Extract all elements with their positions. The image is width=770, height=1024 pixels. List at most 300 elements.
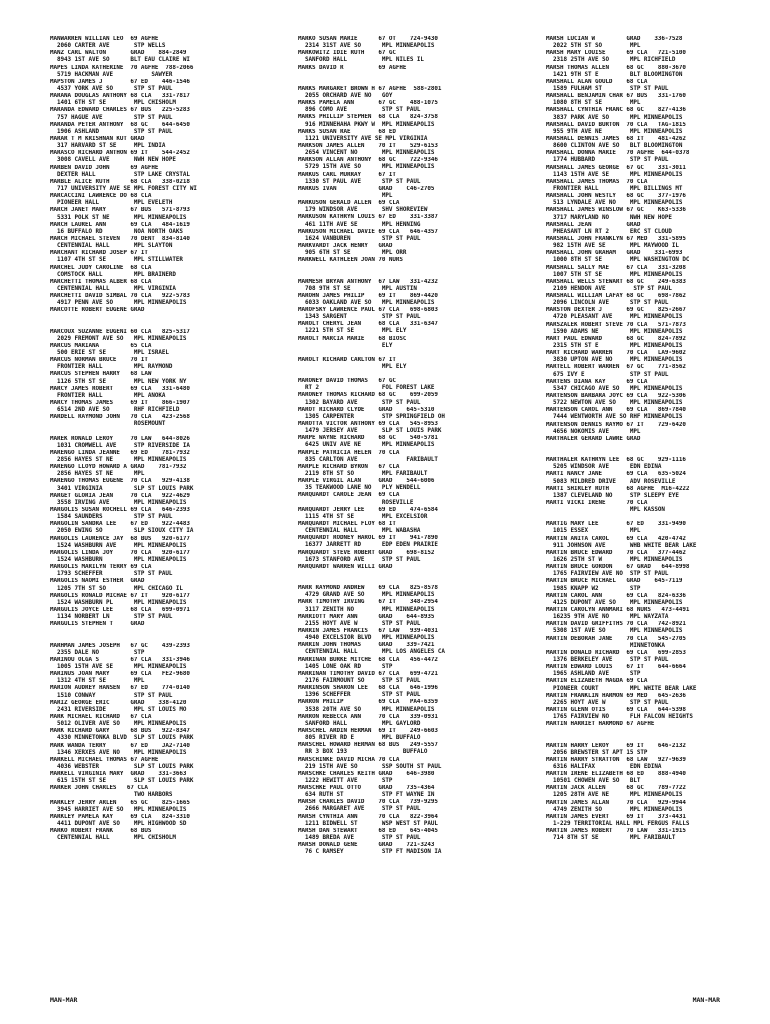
entry-address-line: 1343 SARGENT STP ST PAUL — [298, 314, 421, 321]
directory-column-right — [546, 36, 770, 842]
directory-entry — [298, 435, 536, 449]
directory-entry — [298, 100, 536, 114]
entry-address-line: CENTENNIAL HALL MPL LOS ANGELES CA — [298, 649, 445, 656]
entry-address-line: PHEASANT LN RT 2 ERC ST CLOUD — [546, 228, 672, 235]
directory-entry — [50, 93, 288, 107]
directory-entry — [546, 107, 770, 121]
directory-entry — [50, 36, 288, 50]
entry-address-line: 4917 PENN AVE SO MPL MINNEAPOLIS — [50, 300, 187, 307]
entry-address-line: 2055 ORCHARD AVE NO GOY — [298, 92, 393, 99]
entry-spacer — [298, 350, 536, 357]
entry-name-line: MARKO ROBERT FRANK 68 BUS — [50, 828, 152, 835]
entry-name-line: MARCH MICHAEL STEVEN 70 DENT 834-8140 — [50, 235, 190, 242]
entry-name-line: MARAR T M KRISHNAN KUT GRAD — [50, 135, 145, 142]
directory-entry — [546, 721, 770, 735]
directory-entry — [50, 265, 288, 279]
entry-address-line: 1376 BERKELEY AVE STP ST PAUL — [546, 656, 669, 663]
entry-address-line: 1005 15TH AVE SE MPL MINNEAPOLIS — [50, 663, 187, 670]
entry-spacer — [298, 578, 536, 585]
entry-address-line: MPL ELY — [298, 364, 407, 371]
entry-address-line: 1510 CONWAY STP ST PAUL — [50, 692, 173, 699]
entry-name-line: MARDELL RAYMOND JOHN 70 CLA 423-2568 — [50, 414, 190, 421]
directory-entry — [298, 535, 536, 549]
entry-name-line: MARGOLIS NAOMI ESTHER GRAD — [50, 578, 145, 585]
entry-address-line: CENTENNIAL HALL MPL VIRGINIA — [50, 285, 176, 292]
directory-entry — [546, 93, 770, 107]
directory-entry — [50, 464, 288, 478]
entry-address-line: PIONEER HALL MPL EVELETH — [50, 200, 173, 207]
entry-address-line — [50, 628, 288, 635]
directory-column-middle — [298, 36, 536, 856]
directory-entry — [50, 828, 288, 842]
entry-name-line: MARKS DAVID R 69 AGFHE — [298, 64, 407, 71]
directory-entry — [546, 379, 770, 393]
entry-address-line: CENTENNIAL HALL MPL CHISHOLM — [50, 835, 176, 842]
directory-entry — [298, 492, 536, 506]
entry-address-line: 615 15TH ST SE SLP ST LOUIS PARK — [50, 778, 194, 785]
entry-address-line: 2155 HOYT AVE W STP ST PAUL — [298, 620, 421, 627]
entry-name-line: MARKSON JAMES ALLEN 70 IT 529-6153 — [298, 142, 438, 149]
directory-entry — [50, 136, 288, 150]
entry-address-line: 1205 28TH AVE NE MPL MINNEAPOLIS — [546, 792, 683, 799]
entry-name-line: MARANA DOUGLAS ANTHONY 68 CLA 331-7817 — [50, 93, 190, 100]
directory-entry — [546, 79, 770, 93]
entry-address-line: COMSTOCK HALL MPL BRAINERD — [50, 271, 176, 278]
entry-address-line: 6514 2ND AVE SO RHF RICHFIELD — [50, 407, 180, 414]
directory-entry — [50, 493, 288, 507]
entry-name-line: MARTIN JAMES EVERT 69 IT 373-4431 — [546, 813, 686, 820]
entry-name-line: MARKELL VIRGINIA MARY GRAD 331-3663 — [50, 771, 187, 778]
entry-address-line: 1524 WASHBURN PL MPL MINNEAPOLIS — [50, 599, 187, 606]
entry-name-line: MARK MICHAEL RICHARD 67 CLA — [50, 713, 152, 720]
directory-entry — [50, 307, 288, 321]
entry-address-line: 5719 HACKMAN AVE SAWYER — [50, 71, 173, 78]
entry-address-line: 1121 UNIVERSITY AVE SE MPL VIRGINIA — [298, 135, 428, 142]
entry-address-line: 4537 YORK AVE SO STP ST PAUL — [50, 85, 173, 92]
directory-entry — [546, 407, 770, 421]
directory-entry — [50, 728, 288, 742]
entry-address-line: 1115 4TH ST SE MPL EXCELSIOR — [298, 513, 428, 520]
entry-address-line: 2856 HAYES ST NE MPL — [50, 471, 145, 478]
directory-entry — [298, 521, 536, 535]
entry-name-line: MARTIN BRUCE MICHAEL GRAD 645-7119 — [546, 578, 683, 585]
directory-entry — [50, 757, 288, 771]
directory-entry — [50, 621, 288, 635]
directory-entry — [50, 564, 288, 578]
entry-name-line: MARSH DAN STEWART 68 ED 645-4045 — [298, 827, 438, 834]
entry-name-line: MARRIN JAMES FRANCIS 67 LAW 939-4031 — [298, 627, 438, 634]
entry-address-line: 1793 SCHEFFER STP ST PAUL — [50, 571, 173, 578]
entry-name-line: MARCH JANET MARY 67 BUS 571-8793 — [50, 207, 190, 214]
entry-name-line: MARSHALL BENJAMIN CHAR 67 BUS 331-1760 — [546, 93, 686, 100]
entry-address-line: 2431 RIVERSIDE MPL ST LOUIS MO — [50, 706, 187, 713]
directory-entry — [546, 179, 770, 193]
entry-address-line: 634 RUTH ST STP FT WAYNE IN — [298, 792, 435, 799]
directory-entry — [298, 307, 536, 321]
entry-address-line: 2022 5TH ST SO MPL — [546, 43, 641, 50]
entry-address-line: 5331 POLK ST NE MPL MINNEAPOLIS — [50, 214, 187, 221]
directory-entry — [298, 336, 536, 350]
entry-address-line: 2096 LINCOLN AVE STP ST PAUL — [546, 300, 669, 307]
directory-entry — [50, 222, 288, 236]
entry-name-line: MARRIN JOHN THOMAS GRAD 339-7421 — [298, 642, 435, 649]
entry-address-line: 1405 LONE OAK RD STP — [298, 663, 393, 670]
directory-entry — [50, 250, 288, 264]
entry-name-line: MARRINAN BURKE MITCHE 68 CLA 456-4472 — [298, 656, 438, 663]
entry-name-line: MARSCHEL HOWARD HERMAN 68 BUS 249-5557 — [298, 742, 438, 749]
entry-name-line: MARBLE ALICE RUTH 68 CLA 338-0218 — [50, 178, 190, 185]
entry-name-line: MAROTTA VICTOR ANTHONY 69 CLA 545-8953 — [298, 421, 438, 428]
entry-address-line: 1-229 TERRITORIAL HALL MPL FERGUS FALLS — [546, 821, 690, 828]
entry-address-line: 1346 XERXES AVE NO MPL MINNEAPOLIS — [50, 749, 187, 756]
entry-name-line: MARCOTTE ROBERT EUGENE GRAD — [50, 307, 145, 314]
footer-guide-right: MAN-MAR — [692, 996, 720, 1004]
entry-address-line: 76 C RAMSEY STP FT MADISON IA — [298, 849, 442, 856]
entry-name-line: MARPLE PATRICIA HELEN 70 CLA — [298, 449, 400, 456]
entry-address-line: 1584 SAUNDERS STP ST PAUL — [50, 514, 173, 521]
directory-entry — [298, 229, 536, 243]
directory-entry — [546, 136, 770, 150]
entry-name-line: MARKLEY JERRY ARLEN 65 GC 825-1665 — [50, 799, 190, 806]
entry-name-line: MARTIN CAROLYN ANNMARI 68 NURS 473-4491 — [546, 606, 690, 613]
entry-address-line: 1626 25TH ST W MPL MINNEAPOLIS — [546, 556, 683, 563]
entry-name-line: MARSH CHARLES DAVID 70 CLA 739-9295 — [298, 799, 438, 806]
entry-name-line: MARTENSON CAROL ANN 69 CLA 869-7840 — [546, 407, 686, 414]
entry-address-line: 1524 WASHBURN MPL MINNEAPOLIS — [50, 556, 187, 563]
entry-address-line: 16235 9TH AVE NO MPL WAYZATA — [546, 614, 669, 621]
entry-name-line: MARSH CYNTHIA ANN 70 CLA 822-3964 — [298, 813, 438, 820]
directory-entry — [298, 200, 536, 214]
directory-entry — [298, 392, 536, 406]
entry-address-line: 717 UNIVERSITY AVE SE MPL FOREST CITY WI — [50, 185, 197, 192]
entry-name-line: MARPE WAYNE RICHARD 68 GC 540-5781 — [298, 435, 438, 442]
directory-entry — [546, 621, 770, 635]
entry-name-line: MARQUARDT JERRY LEE 69 ED 474-6584 — [298, 506, 438, 513]
entry-address-line — [546, 728, 770, 735]
entry-address-line: 2654 VINCENT NO MPL MINNEAPOLIS — [298, 150, 435, 157]
entry-address-line: 513 LYNDALE AVE NO MPL MINNEAPOLIS — [546, 200, 683, 207]
entry-address-line: 757 HAGUE AVE STP ST PAUL — [50, 114, 173, 121]
entry-address-line: 1401 6TH ST SE MPL CHISHOLM — [50, 100, 176, 107]
entry-name-line: MARTIN DEBORAH JANE 70 CLA 545-2705 — [546, 635, 686, 642]
entry-name-line: MARKVARDT JACK HENRY GRAD — [298, 242, 407, 249]
entry-name-line: MARKOWITZ IDIE RUTH 67 GC — [298, 50, 396, 57]
entry-name-line: MARIZ GEORGE ERIC GRAD 338-4120 — [50, 699, 187, 706]
directory-entry — [298, 728, 536, 742]
entry-name-line: MARTIN BRUCE EDWARD 70 CLA 377-4462 — [546, 549, 686, 556]
directory-entry — [50, 343, 288, 357]
directory-entry — [298, 279, 536, 293]
entry-name-line: MARPLE VIRGIL ALAN GRAD 544-6006 — [298, 478, 435, 485]
entry-name-line: MARCUS NORMAN BRUCE 70 IT — [50, 357, 148, 364]
directory-entry — [50, 478, 288, 492]
entry-spacer — [50, 322, 288, 329]
entry-name-line: MANWARREN WILLIAN LEO 69 AGFHE — [50, 36, 159, 42]
entry-name-line: MARSHALL JAMES GEORGE 67 GC 331-3011 — [546, 164, 686, 171]
entry-name-line: MARSHALL DENNIS JAMES 68 IT 481-4262 — [546, 135, 686, 142]
entry-name-line: MARGOLIS MARILYN TERRY 69 CLA — [50, 564, 152, 571]
entry-name-line: MARBEN DAVID JOHN 69 AGFHE — [50, 164, 159, 171]
entry-name-line: MARSHALL ALAN GOULD 68 CLA — [546, 78, 648, 85]
directory-entry — [298, 599, 536, 613]
entry-name-line: MARGOLIS LAURENCE JAY 68 BUS 920-6177 — [50, 535, 190, 542]
entry-address-line: 500 ERIE ST SE MPL ISRAEL — [50, 350, 169, 357]
directory-entry — [546, 65, 770, 79]
directory-entry — [50, 122, 288, 136]
entry-address-line: 5083 MILDRED DRIVE ADV ROSEVILLE — [546, 478, 676, 485]
directory-entry — [298, 143, 536, 157]
entry-name-line: MARQUARDT STEVE ROBERT GRAD 698-8152 — [298, 549, 435, 556]
entry-name-line: MART PAUL EDWARD 68 GC 824-7892 — [546, 335, 686, 342]
directory-entry — [50, 165, 288, 179]
entry-address-line: 4720 PLEASANT AVE MPL MINNEAPOLIS — [546, 314, 683, 321]
entry-name-line: MARTIN HARRY LEROY 69 IT 646-2132 — [546, 742, 686, 749]
entry-spacer — [546, 450, 770, 457]
entry-address-line: 2265 HOYT AVE W STP ST PAUL — [546, 699, 669, 706]
entry-name-line: MAROFSKY LAWRENCE PAUL 67 CLA 698-6803 — [298, 307, 438, 314]
entry-name-line: MARGET GLORIA JEAN 70 CLA 922-4629 — [50, 492, 190, 499]
entry-address-line: 2029 FREMONT AVE SO MPL MINNEAPOLIS — [50, 335, 187, 342]
entry-name-line: MARTIN HARRY STRATTON 68 LAW 927-9639 — [546, 756, 686, 763]
entry-address-line: 3008 CAVELL AVE NWH NEW HOPE — [50, 157, 176, 164]
entry-name-line: MARKS MARGARET BROWN H 67 AGFHE 588-2801 — [298, 85, 442, 92]
entry-name-line: MARKS SUSAN RAE 68 ED — [298, 128, 396, 135]
directory-entry — [546, 279, 770, 293]
entry-address-line: 4411 DUPONT AVE SO MPL HIGHWOOD SD — [50, 821, 187, 828]
entry-name-line: MARSZALEK ROBERT STEVE 70 CLA 571-7873 — [546, 321, 686, 328]
directory-entry — [298, 36, 536, 50]
directory-entry — [298, 50, 536, 64]
entry-name-line: MARCH LAUREL ANN 69 CLA 484-1619 — [50, 221, 190, 228]
footer-guide-left: MAN-MAR — [50, 996, 78, 1004]
directory-column-left — [50, 36, 288, 842]
directory-entry — [298, 321, 536, 335]
entry-name-line: MARRINSON SHARON LEE 68 CLA 646-1996 — [298, 685, 438, 692]
entry-address-line: 3401 VIRGINIA SLP ST LOUIS PARK — [50, 485, 194, 492]
directory-entry — [298, 628, 536, 642]
directory-entry — [546, 322, 770, 336]
directory-entry — [546, 193, 770, 207]
entry-name-line: MARGOLIS SUSAN ROCHELL 69 CLA 646-2393 — [50, 507, 190, 513]
entry-address-line: 1305 CARPENTER STP SPRINGFIELD OH — [298, 413, 445, 420]
entry-name-line: MARTIN EDWARD LOUIS 67 IT 644-6664 — [546, 664, 686, 671]
entry-address-line: 1312 4TH ST SE MPL — [50, 678, 145, 685]
entry-address-line: 3117 ZENITH NO MPL MINNEAPOLIS — [298, 606, 435, 613]
entry-name-line: MARGULIS STEPHEN T GRAD — [50, 621, 145, 628]
entry-name-line: MARSHALL DAVID BURTON 70 CLA TAG-1815 — [546, 121, 686, 128]
entry-name-line: MARHMAN JAMES JOSEPH 67 GC 439-2393 — [50, 642, 190, 649]
entry-name-line: MARTI NANCY JANE 69 CLA 635-5024 — [546, 471, 686, 478]
directory-entry — [546, 828, 770, 842]
entry-address-line: 1107 4TH ST SE MPL STILLWATER — [50, 257, 183, 264]
entry-name-line: MARTELL ROBERT WARREN 67 GC 771-8562 — [546, 364, 686, 371]
directory-entry — [298, 564, 536, 578]
entry-name-line: MARSH LUCIAN W GRAD 336-7528 — [546, 36, 683, 42]
directory-entry — [298, 243, 536, 257]
directory-entry — [546, 693, 770, 707]
entry-name-line: MARKUS CARL MURRAY 67 IT — [298, 171, 396, 178]
entry-name-line: MARQUARDT WARREN WILLI GRAD — [298, 563, 393, 570]
entry-name-line: MARANDA PETER ANTHONY 68 GC 644-6450 — [50, 121, 190, 128]
entry-address-line: 3558 IRVING AVE MPL MINNEAPOLIS — [50, 499, 187, 506]
directory-entry — [546, 757, 770, 771]
entry-name-line: MARMESH BRYAN ANTHONY 67 LAW 331-4232 — [298, 278, 438, 285]
directory-entry — [50, 371, 288, 385]
entry-name-line: MARSCHKE PAUL OTTO GRAD 735-4364 — [298, 785, 435, 792]
entry-name-line: MARKER JOHN CHARLES 67 CLA — [50, 785, 148, 792]
entry-address-line: 3830 UPTON AVE NO MPL MINNEAPOLIS — [546, 357, 683, 364]
directory-entry — [298, 65, 536, 79]
directory-entry — [50, 65, 288, 79]
entry-address-line: 835 CARLTON AVE FARIBAULT — [298, 456, 438, 463]
entry-name-line: MARRIOTT MARY ANN GRAD 644-8935 — [298, 613, 435, 620]
entry-address-line — [50, 314, 288, 321]
entry-name-line: MARTIG MARY LEE 67 ED 331-9490 — [546, 521, 686, 528]
directory-entry — [546, 364, 770, 378]
directory-entry — [298, 86, 536, 100]
directory-entry — [50, 743, 288, 757]
entry-address-line: 708 9TH ST SE MPL AUSTIN — [298, 285, 417, 292]
entry-address-line: 1134 NORBERT LN STP ST PAUL — [50, 614, 173, 621]
entry-name-line: MARQUARDT CAROLE JEAN 69 CLA — [298, 492, 400, 499]
entry-name-line: MARKSON ALLAN ANTHONY 68 GC 722-9346 — [298, 157, 438, 164]
directory-entry — [546, 293, 770, 307]
directory-entry — [50, 207, 288, 221]
entry-address-line: 1015 ESSEX MPL — [546, 528, 641, 535]
entry-address-line: 7444 WENTWORTH AVE SO RHF MINNEAPOLIS — [546, 414, 683, 421]
directory-entry — [546, 521, 770, 535]
entry-address-line: 3945 HARRIET AVE SO MPL MINNEAPOLIS — [50, 806, 187, 813]
directory-entry — [298, 699, 536, 713]
entry-address-line: 5729 15TH AVE SO MPL MINNEAPOLIS — [298, 164, 435, 171]
entry-address-line: 1965 ASHLAND AVE STP — [546, 671, 641, 678]
entry-name-line: MARPLE RICHARD BYRON 67 CLA — [298, 463, 400, 470]
entry-address-line: 911 JOHNSON AVE WHB WHITE BEAR LAKE — [546, 542, 697, 549]
entry-name-line: MARGOLIS LINDA JOY 70 CLA 920-6177 — [50, 549, 190, 556]
entry-address-line: MPL KASSON — [546, 507, 665, 514]
directory-entry — [298, 814, 536, 828]
directory-entry — [546, 422, 770, 436]
entry-spacer — [298, 371, 536, 378]
entry-address-line: 1624 VANBUREN STP ST PAUL — [298, 235, 421, 242]
directory-entry — [50, 685, 288, 699]
entry-name-line: MANZ CARL WALTON GRAD 884-2849 — [50, 50, 187, 57]
entry-address-line: 5308 1ST AVE SO MPL MINNEAPOLIS — [546, 628, 683, 635]
entry-address-line: 2056 BREWSTER ST APT 15 STP — [546, 749, 648, 756]
directory-entry — [298, 257, 536, 271]
directory-entry — [50, 814, 288, 828]
directory-entry — [50, 578, 288, 592]
entry-name-line: MARTENSON DENNIS RAYMO 67 IT 729-6420 — [546, 421, 686, 428]
entry-address-line: 8600 CLINTON AVE SO BLT BLOOMINGTON — [546, 143, 683, 150]
entry-address-line: 1765 FAIRVIEW AVE NO STP ST PAUL — [546, 571, 669, 578]
entry-address-line: 1330 ST PAUL AVE STP ST PAUL — [298, 178, 421, 185]
entry-address-line: 5012 OLIVER AVE SO MPL MINNEAPOLIS — [50, 721, 187, 728]
entry-address-line: 2060 CARTER AVE STP WELLS — [50, 43, 166, 50]
entry-name-line: MARSHALL WILLIAM LAFAY 68 GC 698-7862 — [546, 293, 686, 300]
directory-entry — [50, 550, 288, 564]
entry-address-line: 714 8TH ST SE MPL FARIBAULT — [546, 835, 676, 842]
directory-entry — [50, 79, 288, 93]
entry-spacer — [298, 272, 536, 279]
entry-name-line: MARSH DONALD GENE GRAD 721-3243 — [298, 842, 435, 849]
directory-entry — [50, 671, 288, 685]
entry-name-line: MARSHALL JOHN WESTLY 68 GC 377-1976 — [546, 193, 686, 200]
entry-name-line: MAPSTON JAMES J 67 ED 446-1546 — [50, 78, 190, 85]
directory-entry — [546, 350, 770, 364]
entry-name-line: MARSHALL DONNA MARIE 70 AGFHE 644-0378 — [546, 150, 690, 157]
entry-name-line: MARTENS DIANA KAY 69 CLA — [546, 378, 648, 385]
entry-name-line: MARTENSON BARBARA JOYC 69 CLA 922-5306 — [546, 393, 686, 400]
directory-entry — [546, 471, 770, 485]
entry-name-line: MARSHALL JAMES WINSLOW 67 GC K63-5336 — [546, 207, 686, 214]
directory-entry — [50, 329, 288, 343]
entry-address-line: 4729 GRAND AVE SO MPL MINNEAPOLIS — [298, 592, 435, 599]
entry-name-line: MARTHALER KATHRYN LEE 68 GC 929-1116 — [546, 457, 686, 464]
entry-address-line: 1031 CROMWELL AVE STP RIVERSIDE IA — [50, 442, 190, 449]
entry-name-line: MARTI VICKI IRENE 70 CLA — [546, 500, 648, 506]
entry-name-line: MAROLT CHERYL JEAN 68 CLA 331-6347 — [298, 321, 438, 328]
directory-entry — [546, 122, 770, 136]
directory-entry — [298, 357, 536, 371]
directory-entry — [546, 457, 770, 471]
directory-entry — [546, 36, 770, 50]
entry-name-line: MARTHALER GERARD LAWRE GRAD — [546, 435, 641, 442]
entry-name-line: MARINUS JOAN MARY 69 CLA FE2-9680 — [50, 671, 190, 678]
directory-entry — [546, 743, 770, 757]
directory-entry — [546, 207, 770, 221]
directory-entry — [298, 507, 536, 521]
entry-name-line: MARKUSON MICHAEL DAVIE 69 CLA 646-4357 — [298, 228, 438, 235]
directory-entry — [546, 664, 770, 678]
entry-address-line: 1000 8TH ST SE MPL WASHINGTON DC — [546, 257, 690, 264]
directory-entry — [50, 657, 288, 671]
entry-address-line: 1387 CLEVELAND NO STP SLEEPY EYE — [546, 492, 679, 499]
directory-entry — [50, 785, 288, 799]
directory-entry — [50, 436, 288, 450]
entry-name-line: MARONEY THOMAS RICHARD 68 GC 699-2059 — [298, 392, 438, 399]
directory-entry — [546, 607, 770, 621]
entry-name-line: MARTIN DONALD RICHARD 69 CLA 699-2853 — [546, 649, 686, 656]
entry-address-line: 2119 8TH ST SO MPL FARIBAULT — [298, 471, 428, 478]
entry-address-line: 317 HARVARD ST SE MPL INDIA — [50, 143, 166, 150]
entry-address-line: 896 COMO AVE STP ST PAUL — [298, 107, 421, 114]
directory-entry — [298, 614, 536, 628]
entry-address-line: 4125 DUPONT AVE SO MPL MINNEAPOLIS — [546, 599, 683, 606]
entry-address-line: 35 TEAKWOOD LANE NO PLY WENDELL — [298, 485, 421, 492]
entry-address-line: 982 15TH AVE SE MPL MAYWOOD IL — [546, 243, 679, 250]
directory-entry — [298, 172, 536, 186]
entry-address-line: 1590 ADAMS NE MPL MINNEAPOLIS — [546, 328, 683, 335]
entry-address-line: 1489 BREDA AVE STP ST PAUL — [298, 835, 421, 842]
entry-address-line: SANFORD HALL MPL GAYLORD — [298, 720, 421, 727]
entry-address-line: 1221 5TH ST SE MPL ELY — [298, 328, 407, 335]
entry-name-line: MARSHALL WELLS STEWART 68 GC 249-6383 — [546, 278, 686, 285]
entry-name-line: MAPES LINDA KATHERINE 70 AGFHE 788-2066 — [50, 64, 194, 71]
entry-address-line: 1126 5TH ST SE MPL NEW YORK NY — [50, 378, 187, 385]
entry-address-line: 2318 25TH AVE SO MPL RICHFIELD — [546, 57, 676, 64]
directory-entry — [50, 236, 288, 250]
entry-name-line: MARSHALL JAMES THOMAS 70 CLA — [546, 178, 648, 185]
directory-entry — [298, 550, 536, 564]
directory-entry — [546, 650, 770, 664]
directory-entry — [546, 678, 770, 692]
entry-name-line: MARSTON DEXTER J 69 GC 825-2667 — [546, 307, 686, 314]
entry-name-line: MARENGO THOMAS EUGENE 70 CLA 929-4138 — [50, 478, 190, 485]
entry-address-line: 6033 OAKLAND AVE SO MPL MINNEAPOLIS — [298, 299, 435, 306]
directory-entry — [298, 114, 536, 128]
directory-entry — [298, 799, 536, 813]
